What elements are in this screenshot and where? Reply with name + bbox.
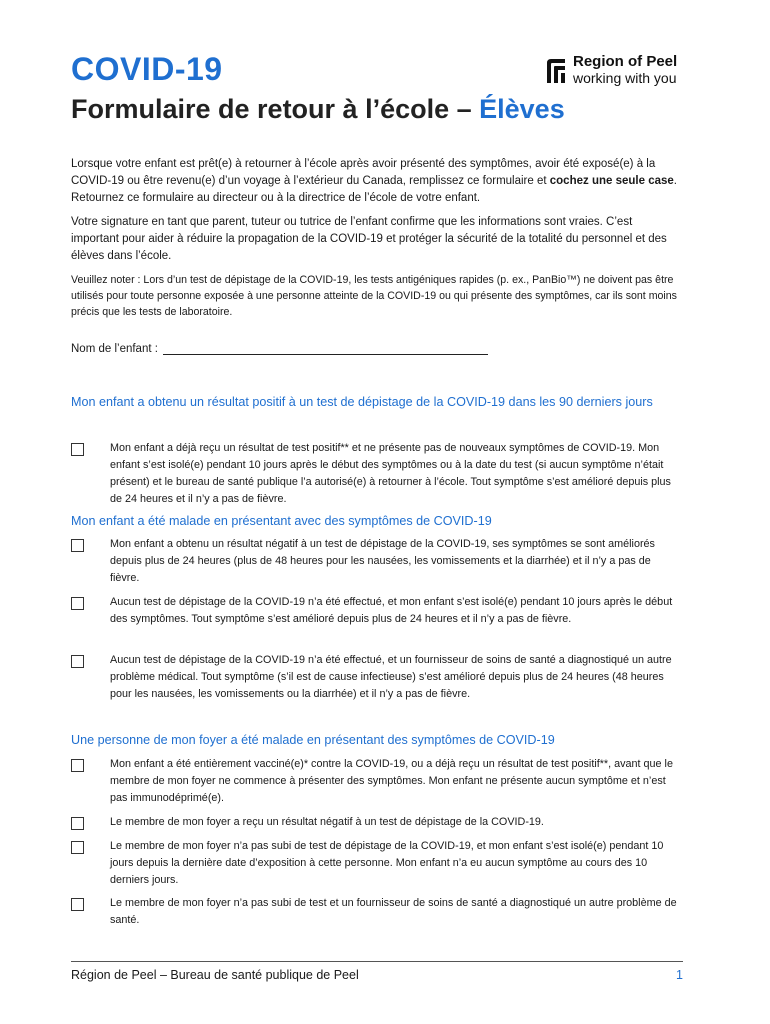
option-text: Mon enfant a déjà reçu un résultat de test positif** et ne présente pas de nouveaux symptômes de COVID-19. Mon enfant s’est isolé(e) pendant 10 jours après le début des symptômes ou à la date du test (si aucun symptôme n’était présent) et le bureau de santé publique l’a autorisé(e) à retourner à l’école. Tout symptôme s’est amélioré depuis plus de 24 heures et il n’y a pas de fièvre. <box>110 442 671 505</box>
checkbox[interactable] <box>71 443 84 456</box>
checkbox[interactable] <box>71 841 84 854</box>
form-title <box>71 92 691 126</box>
intro-p1-part2: . Retournez ce formulaire au directeur ou à la directrice de l’école de votre enfant. <box>71 175 677 204</box>
intro-text <box>71 156 681 327</box>
checkbox[interactable] <box>71 898 84 911</box>
intro-note: Veuillez noter : Lors d’un test de dépistage de la COVID-19, les tests antigéniques rapides (p. ex., PanBio™) ne doivent pas être utilisés pour toute personne exposée à une personne atteinte de la COVID-19 ou qui présente des symptômes, car ils sont moins précis que les tests de laboratoire. <box>71 274 677 318</box>
checkbox[interactable] <box>71 539 84 552</box>
page-footer <box>71 961 683 982</box>
child-name-label: Nom de l’enfant : <box>71 343 158 355</box>
option-text: Le membre de mon foyer n’a pas subi de test et un fournisseur de soins de santé a diagnostiqué un autre problème de santé. <box>110 897 677 926</box>
form-title-accent: Élèves <box>479 94 565 124</box>
option-text: Mon enfant a été entièrement vacciné(e)* contre la COVID-19, ou a déjà reçu un résultat de test positif**, avant que le membre de mon foyer ne commence à présenter des symptômes. Mon enfant ne présente aucun symptôme et n’est pas immunodéprimé(e). <box>110 758 673 804</box>
page-number: 1 <box>676 968 683 982</box>
checkbox[interactable] <box>71 817 84 830</box>
checkbox[interactable] <box>71 759 84 772</box>
child-name-input-line[interactable] <box>163 342 488 355</box>
footer-organization: Région de Peel – Bureau de santé publique de Peel <box>71 968 359 982</box>
form-title-main: Formulaire de retour à l’école – <box>71 94 480 124</box>
option-text: Le membre de mon foyer a reçu un résultat négatif à un test de dépistage de la COVID-19. <box>110 816 544 828</box>
intro-paragraph-1 <box>71 156 681 207</box>
option-text: Le membre de mon foyer n’a pas subi de test de dépistage de la COVID-19, et mon enfant s’est isolé(e) pendant 10 jours depuis la dernière date d’exposition à cette personne. Mon enfant n’a eu aucun symptôme au cours des 10 derniers jours. <box>110 840 664 886</box>
intro-p1-part1: Lorsque votre enfant est prêt(e) à retourner à l’école après avoir présenté des symptômes, avoir été exposé(e) à la COVID-19 ou être revenu(e) d’un voyage à l’extérieur du Canada, remplissez ce formulaire et <box>71 158 656 187</box>
checkbox[interactable] <box>71 597 84 610</box>
option-text: Mon enfant a obtenu un résultat négatif à un test de dépistage de la COVID-19, ses symptômes se sont améliorés depuis plus de 24 heures (plus de 48 heures pour les nausées, les vomissements et la diarrhée) et il n’y a pas de fièvre. <box>110 538 655 584</box>
intro-paragraph-2: Votre signature en tant que parent, tuteur ou tutrice de l’enfant confirme que les informations sont vraies. C’est important pour aider à réduire la propagation de la COVID-19 et protéger la sécurité de la totalité du personnel et des élèves dans l’école. <box>71 216 667 262</box>
option-text: Aucun test de dépistage de la COVID-19 n’a été effectué, et mon enfant s’est isolé(e) pendant 10 jours après le début des symptômes. Tout symptôme s’est amélioré depuis plus de 24 heures et il n’y a pas de fièvre. <box>110 596 673 625</box>
intro-p1-bold: cochez une seule case <box>549 175 674 187</box>
section-title-household-sick: Une personne de mon foyer a été malade en présentant des symptômes de COVID-19 <box>71 733 555 747</box>
section-title-positive-test: Mon enfant a obtenu un résultat positif à un test de dépistage de la COVID-19 dans les 90 derniers jours <box>71 395 653 409</box>
covid-title: COVID-19 <box>71 51 223 87</box>
peel-logo-mark-icon <box>545 57 567 83</box>
option-text: Aucun test de dépistage de la COVID-19 n’a été effectué, et un fournisseur de soins de santé a diagnostiqué un autre problème médical. Tout symptôme (s’il est de cause infectieuse) s’est amélioré depuis plus de 24 heures (48 heures pour les nausées, les vomissements ou la diarrhée) et il n’y a pas de fièvre. <box>110 654 672 700</box>
region-of-peel-logo <box>545 54 695 88</box>
child-name-field[interactable] <box>71 342 488 355</box>
logo-name: Region of Peel <box>573 53 678 70</box>
section-title-child-sick: Mon enfant a été malade en présentant avec des symptômes de COVID-19 <box>71 514 492 528</box>
logo-tagline: working with you <box>573 70 677 86</box>
checkbox[interactable] <box>71 655 84 668</box>
